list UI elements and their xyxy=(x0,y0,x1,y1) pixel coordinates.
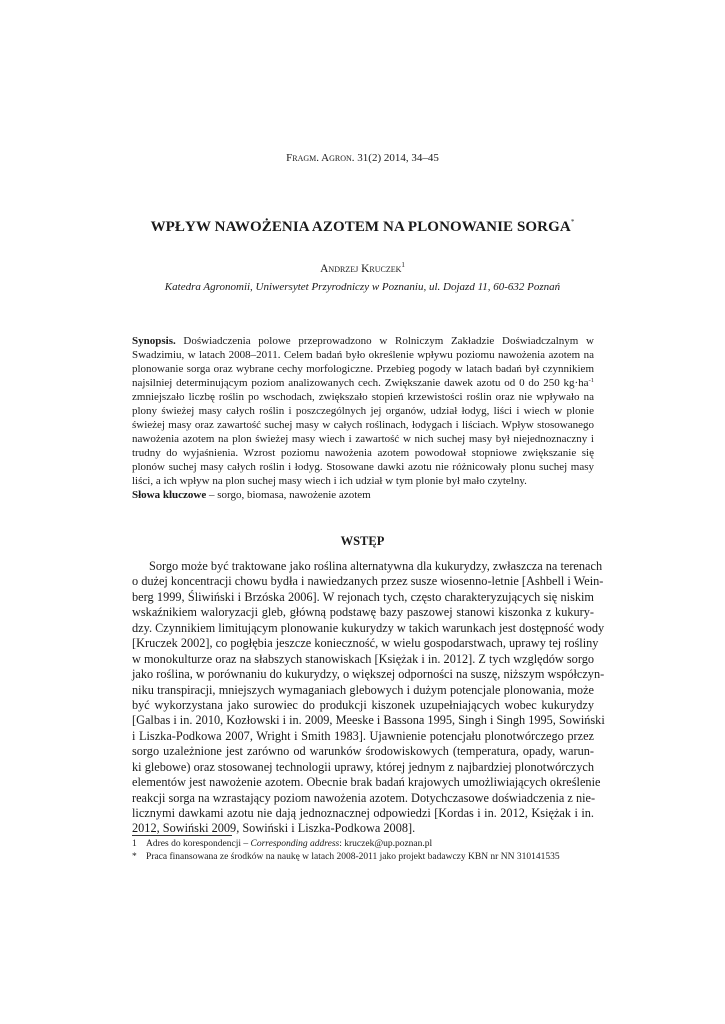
body-line: wskaźnikiem waloryzacji gleb, główną podstawę bazy paszowej stanowi kiszonka z kukury- xyxy=(132,605,594,620)
body-line: jako roślina, w porównaniu do kukurydzy, o większej odporności na suszę, niższym współczyn- xyxy=(132,667,605,682)
affiliation: Katedra Agronomii, Uniwersytet Przyrodniczy w Poznaniu, ul. Dojazd 11, 60-632 Poznań xyxy=(164,281,561,293)
body-line: i Liszka-Podkowa 2007, Wright i Smith 1983]. Ujawnienie potencjału plonotwórczego przez xyxy=(132,728,594,743)
body-line: [Galbas i in. 2010, Kozłowski i in. 2009, Meeske i Bassona 1995, Singh i Singh 1995, Sowiński xyxy=(132,713,605,728)
footnote-text-italic: Corresponding address xyxy=(250,839,340,849)
body-line: w monokulturze oraz na słabszych stanowiskach [Księżak i in. 2012]. Z tych względów sorgo xyxy=(132,651,594,666)
author-line xyxy=(0,261,725,275)
body-line: [Kruczek 2002], co pogłębia jeszcze konieczność, w wielu gospodarstwach, uprawy tej rośliny xyxy=(132,636,599,651)
footnote-correspondence xyxy=(132,838,602,851)
article-title xyxy=(0,218,725,236)
body-line: 2012, Sowiński 2009, Sowiński i Liszka-Podkowa 2008]. xyxy=(132,821,416,836)
body-line: ki glebowe) oraz stosowanej technologii uprawy, której jednym z najbardziej plonotwórczych xyxy=(132,759,594,774)
footnote-text: Praca finansowana ze środków na naukę w latach 2008-2011 jako projekt badawczy KBN nr NN 310141535 xyxy=(146,852,560,862)
body-line: elementów jest nawożenie azotem. Obecnie brak badań krajowych umożliwiających określenie xyxy=(132,775,601,790)
keywords-text: – sorgo, biomasa, nawożenie azotem xyxy=(206,489,371,501)
body-line: dzy. Czynnikiem limitującym plonowanie kukurydzy w takich warunkach jest dostępność wody xyxy=(132,620,605,635)
article-title-text: WPŁYW NAWOŻENIA AZOTEM NA PLONOWANIE SORGA xyxy=(150,219,571,235)
body-line: reakcji sorga na wzrastający poziom nawożenia azotem. Dotychczasowe doświadczenia z nie- xyxy=(132,790,596,805)
footnote-divider xyxy=(132,835,232,836)
journal-reference xyxy=(0,152,725,164)
body-line: berg 1999, Śliwiński i Brzóska 2006]. W rejonach tych, często charakteryzujących się niskim xyxy=(132,589,594,604)
footnote-text: Adres do korespondencji – xyxy=(146,839,251,849)
journal-name: Fragm. Agron. xyxy=(286,152,355,164)
keywords-label: Słowa kluczowe xyxy=(132,489,207,501)
body-line: niku transpiracji, mniejszych wymaganiach glebowych i dużym potencjale plonowania, może xyxy=(132,682,594,697)
author-footnote-mark: 1 xyxy=(401,261,405,269)
keywords xyxy=(132,489,594,501)
title-footnote-mark: * xyxy=(570,218,575,226)
author-name: Andrzej Kruczek xyxy=(320,263,402,275)
footnote-mark: * xyxy=(132,852,137,862)
body-line: sorgo uzależnione jest zarówno od warunków środowiskowych (temperatura, opady, warun- xyxy=(132,744,594,759)
body-line: być wykorzystana jako surowiec do produkcji kiszonek uzupełniających wobec kukurydzy xyxy=(132,697,594,712)
synopsis-label: Synopsis. xyxy=(132,335,176,347)
section-body xyxy=(132,559,605,837)
footnote-mark: 1 xyxy=(132,839,137,849)
synopsis-text-part1: Doświadczenia polowe przeprowadzono w Rolniczym Zakładzie Doświadczalnym w Swadzimiu, w latach 2008–2011. Celem badań było określenie wpływu poziomu nawożenia azotem na plonowanie sorga oraz wybrane cechy morfologiczne. Przebieg pogody w latach badań był czynnikiem najsilniej determinującym poziom analizowanych cech. Zwiększanie dawek azotu od 0 do 250 kg·ha xyxy=(132,335,594,389)
footnote-email: : kruczek@up.poznan.pl xyxy=(339,839,433,849)
synopsis xyxy=(132,335,594,488)
section-heading: WSTĘP xyxy=(340,534,385,548)
body-line: Sorgo może być traktowane jako roślina alternatywna dla kukurydzy, zwłaszcza na terenach xyxy=(149,559,603,573)
body-line: licznymi dawkami azotu nie dają jednoznacznej odpowiedzi [Kordas i in. 2012, Księżak i in. xyxy=(132,806,594,820)
footnote-funding xyxy=(132,851,602,864)
footnotes xyxy=(132,838,602,864)
synopsis-superscript: -1 xyxy=(588,376,594,384)
body-line: o dużej koncentracji chowu bydła i nawiedzanych przez susze wiosenno-letnie [Ashbell i Wein- xyxy=(132,574,604,589)
journal-volume-pages: 31(2) 2014, 34–45 xyxy=(354,152,439,164)
synopsis-text-part2: zmniejszało liczbę roślin po wschodach, zwiększało stopień krzewistości roślin oraz nie wpływało na plony świeżej masy całych roślin i poszczególnych jej organów, udział łodyg, liści i wiech w plonie świeżej masy oraz zawartość suchej masy w całych roślinach, łodygach i liściach. Wpływ stosowanego nawożenia azotem na plon świeżej masy wiech i zawartość w nich suchej masy był niejednoznaczny i trudny do wyjaśnienia. Wzrost poziomu nawożenia azotem powodował stopniowe zwiększanie się plonów suchej masy całych roślin i łodyg. Stosowane dawki azotu nie różnicowały plonu suchej masy liści, a ich wpływ na plon suchej masy wiech i ich udział w tym plonie był mało czytelny. xyxy=(132,390,594,487)
